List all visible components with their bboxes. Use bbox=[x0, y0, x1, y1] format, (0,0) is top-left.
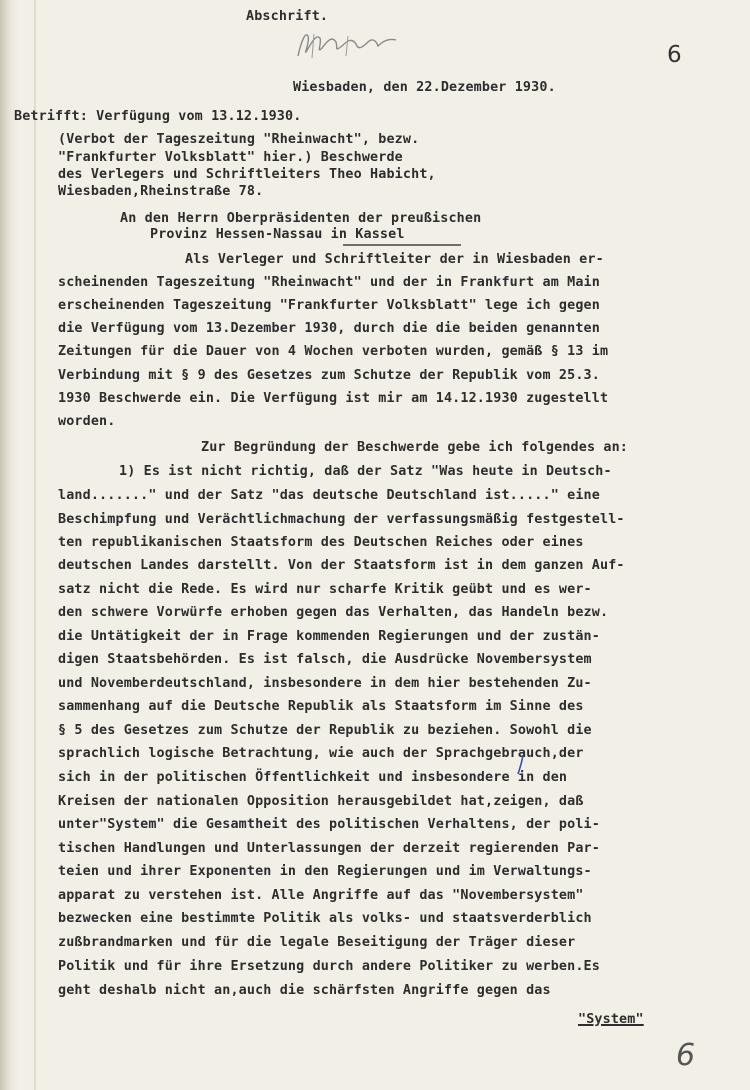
body-line-14: deutschen Landes darstellt. Von der Staatsform ist in dem ganzen Auf- bbox=[58, 558, 625, 573]
body-line-13: ten republikanischen Staatsform des Deutschen Reiches oder eines bbox=[58, 535, 584, 550]
body-line-19: und Novemberdeutschland, insbesondere in dem hier bestehenden Zu- bbox=[58, 676, 592, 691]
address-underline bbox=[343, 243, 461, 247]
body-line-15: satz nicht die Rede. Es wird nur scharfe Kritik geübt und es wer- bbox=[58, 582, 592, 597]
body-line-27: teien und ihrer Exponenten in den Regierungen und im Verwaltungs- bbox=[58, 864, 592, 879]
body-line-12: Beschimpfung und Verächtlichmachung der verfassungsmäßig festgestell- bbox=[58, 512, 625, 527]
body-line-25: unter"System" die Gesamtheit des politischen Verhaltens, der poli- bbox=[58, 817, 600, 832]
body-line-7: 1930 Beschwerde ein. Die Verfügung ist mir am 14.12.1930 zugestellt bbox=[58, 391, 609, 406]
address-line-1: An den Herrn Oberpräsidenten der preußischen bbox=[120, 211, 482, 226]
blue-pencil-mark-icon bbox=[516, 754, 526, 776]
page-number-bottom: 6 bbox=[676, 1038, 696, 1073]
body-line-30: zußbrandmarken und für die legale Beseitigung der Träger dieser bbox=[58, 935, 576, 950]
body-line-5: Zeitungen für die Dauer von 4 Wochen verboten wurden, gemäß § 13 im bbox=[58, 344, 609, 359]
page-number-top: 6 bbox=[667, 42, 682, 68]
body-line-32: geht deshalb nicht an,auch die schärfsten Angriffe gegen das bbox=[58, 983, 551, 998]
body-line-17: die Untätigkeit der in Frage kommenden Regierungen und der zustän- bbox=[58, 629, 600, 644]
body-line-6: Verbindung mit § 9 des Gesetzes zum Schutze der Republik vom 25.3. bbox=[58, 368, 600, 383]
date-line: Wiesbaden, den 22.Dezember 1930. bbox=[293, 80, 556, 95]
catchword: "System" bbox=[578, 1012, 644, 1027]
handwritten-scrawl-icon bbox=[292, 28, 404, 62]
document-title: Abschrift. bbox=[246, 9, 329, 24]
subject-line-2: (Verbot der Tageszeitung "Rheinwacht", bezw. bbox=[58, 132, 420, 147]
body-line-18: digen Staatsbehörden. Es ist falsch, die Ausdrücke Novembersystem bbox=[58, 652, 592, 667]
body-line-22: sprachlich logische Betrachtung, wie auch der Sprachgebrauch,der bbox=[58, 746, 584, 761]
subject-line-4: des Verlegers und Schriftleiters Theo Habicht, bbox=[58, 167, 436, 182]
body-line-31: Politik und für ihre Ersetzung durch andere Politiker zu werben.Es bbox=[58, 959, 600, 974]
body-line-24: Kreisen der nationalen Opposition herausgebildet hat,zeigen, daß bbox=[58, 794, 584, 809]
address-line-2: Provinz Hessen-Nassau in Kassel bbox=[150, 227, 405, 242]
body-line-29: bezwecken eine bestimmte Politik als volks- und staatsverderblich bbox=[58, 911, 592, 926]
body-line-11: land......." und der Satz "das deutsche Deutschland ist....." eine bbox=[58, 488, 600, 503]
body-line-4: die Verfügung vom 13.Dezember 1930, durch die die beiden genannten bbox=[58, 321, 600, 336]
body-line-10: 1) Es ist nicht richtig, daß der Satz "Was heute in Deutsch- bbox=[119, 464, 612, 479]
body-line-9: Zur Begründung der Beschwerde gebe ich folgendes an: bbox=[201, 440, 629, 455]
body-line-20: sammenhang auf die Deutsche Republik als Staatsform im Sinne des bbox=[58, 699, 584, 714]
subject-line-3: "Frankfurter Volksblatt" hier.) Beschwerde bbox=[58, 150, 403, 165]
body-line-16: den schwere Vorwürfe erhoben gegen das Verhalten, das Handeln bezw. bbox=[58, 605, 609, 620]
body-line-21: § 5 des Gesetzes zum Schutze der Republik zu beziehen. Sowohl die bbox=[58, 723, 592, 738]
body-line-2: scheinenden Tageszeitung "Rheinwacht" und der in Frankfurt am Main bbox=[58, 275, 600, 290]
body-line-26: tischen Handlungen und Unterlassungen der derzeit regierenden Par- bbox=[58, 841, 600, 856]
subject-line-1: Betrifft: Verfügung vom 13.12.1930. bbox=[14, 109, 302, 124]
body-line-3: erscheinenden Tageszeitung "Frankfurter Volksblatt" lege ich gegen bbox=[58, 298, 600, 313]
body-line-8: worden. bbox=[58, 414, 116, 429]
page-left-shadow bbox=[0, 0, 18, 1090]
body-line-28: apparat zu verstehen ist. Alle Angriffe auf das "Novembersystem" bbox=[58, 888, 584, 903]
body-line-1: Als Verleger und Schriftleiter der in Wiesbaden er- bbox=[185, 252, 604, 267]
body-line-23: sich in der politischen Öffentlichkeit und insbesondere in den bbox=[58, 770, 568, 785]
subject-line-5: Wiesbaden,Rheinstraße 78. bbox=[58, 184, 264, 199]
page-fold-line bbox=[34, 0, 36, 1090]
